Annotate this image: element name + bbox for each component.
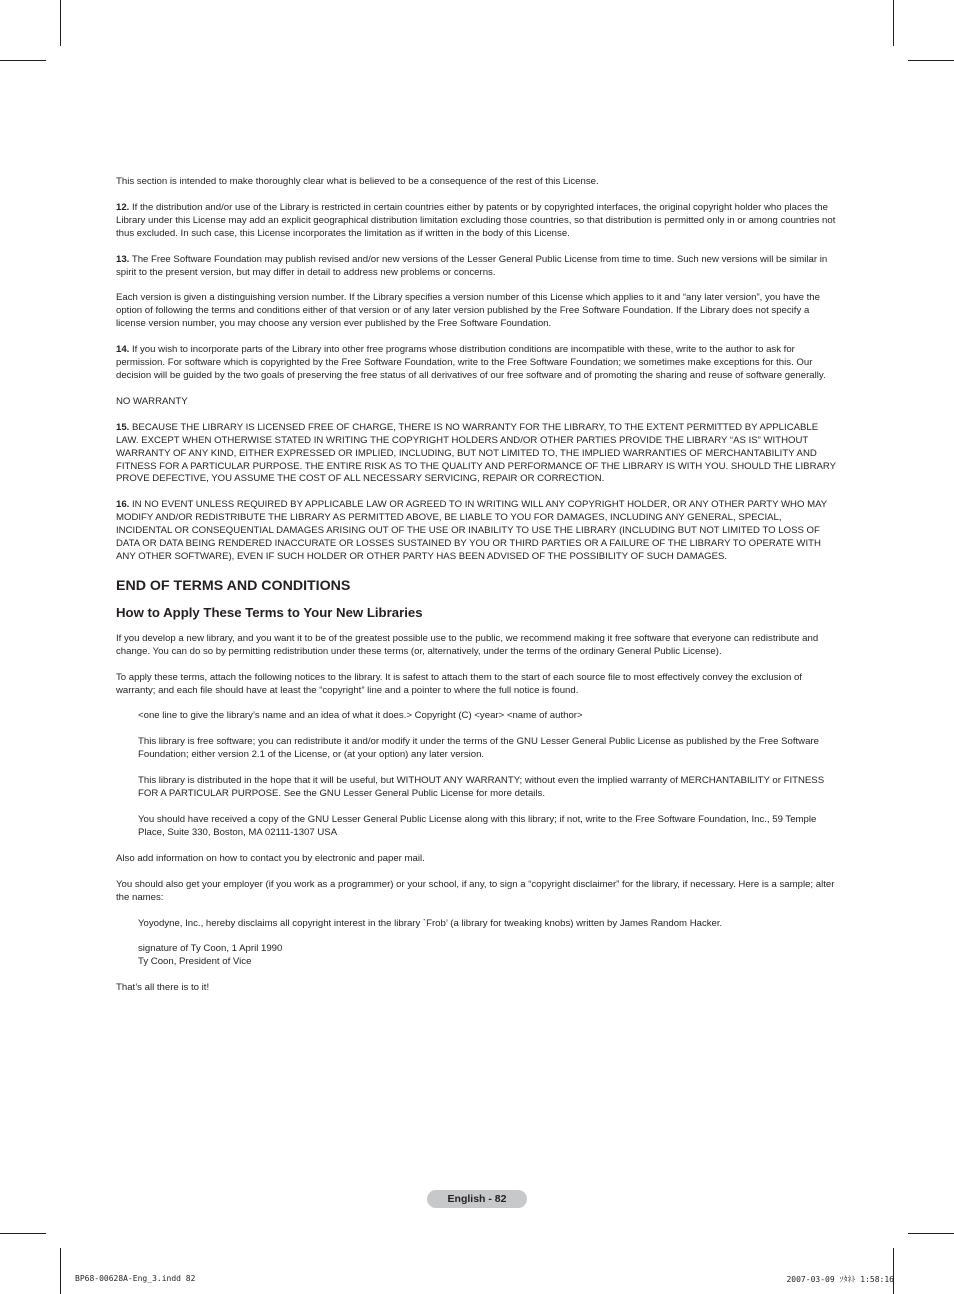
sample-signer: Ty Coon, President of Vice: [138, 956, 252, 968]
section-16: [116, 499, 838, 564]
apply-paragraph-1: If you develop a new library, and you want it to be of the greatest possible use to the public, we recommend making it free software that everyone can redistribute and change. You can do so by permitting redistribution under these terms (or, alternatively, under the terms of the ordinary General Public License).: [116, 632, 819, 657]
section-15: [116, 422, 838, 487]
notice-line-4: You should have received a copy of the GNU Lesser General Public License along with this library; if not, write to the Free Software Foundation, Inc., 59 Temple Place, Suite 330, Boston, MA 02111-1307 USA: [138, 814, 817, 838]
how-to-apply-heading: How to Apply These Terms to Your New Libraries: [116, 604, 423, 620]
crop-mark: [60, 1248, 61, 1294]
print-slug-left: BP68-00628A-Eng_3.indd 82: [75, 1274, 196, 1283]
sample-disclaimer: Yoyodyne, Inc., hereby disclaims all copyright interest in the library `Frob’ (a library for tweaking knobs) written by James Random Hacker.: [138, 917, 723, 929]
apply-paragraph-4: You should also get your employer (if you work as a programmer) or your school, if any, to sign a “copyright disclaimer” for the library, if necessary. Here is a sample; alter the names:: [116, 878, 835, 903]
section-text: BECAUSE THE LIBRARY IS LICENSED FREE OF CHARGE, THERE IS NO WARRANTY FOR THE LIBRARY, TO THE EXTENT PERMITTED BY APPLICABLE LAW. EXCEPT WHEN OTHERWISE STATED IN WRITING THE COPYRIGHT HOLDERS AND/OR OTHER PARTIES PROVIDE THE LIBRARY “AS IS” WITHOUT WARRANTY OF ANY KIND, EITHER EXPRESSED OR IMPLIED, INCLUDING, BUT NOT LIMITED TO, THE IMPLIED WARRANTIES OF MERCHANTABILITY AND FITNESS FOR A PARTICULAR PURPOSE. THE ENTIRE RISK AS TO THE QUALITY AND PERFORMANCE OF THE LIBRARY IS WITH YOU. SHOULD THE LIBRARY PROVE DEFECTIVE, YOU ASSUME THE COST OF ALL NECESSARY SERVICING, REPAIR OR CORRECTION.: [116, 421, 836, 485]
section-text: If the distribution and/or use of the Library is restricted in certain countries either by patents or by copyrighted interfaces, the original copyright holder who places the Library under this License may add an explicit geographical distribution limitation excluding those countries, so that distribution is permitted only in or among countries not thus excluded. In such case, this License incorporates the limitation as if written in the body of this License.: [116, 201, 836, 239]
section-number: 12.: [116, 201, 130, 213]
notice-line-2: This library is free software; you can redistribute it and/or modify it under the terms of the GNU Lesser General Public License as published by the Free Software Foundation; either version 2.1 of the License, or (at your option) any later version.: [138, 736, 819, 761]
apply-paragraph-2: To apply these terms, attach the following notices to the library. It is safest to attach them to the start of each source file to most effectively convey the exclusion of warranty; and each file should have at least the “copyright” line and a pointer to where the full notice is found.: [116, 671, 802, 696]
section-12: [116, 202, 838, 241]
intro-paragraph: This section is intended to make thoroughly clear what is believed to be a consequence of the rest of this License.: [116, 176, 599, 187]
crop-mark: [0, 60, 46, 61]
section-number: 15.: [116, 421, 130, 433]
section-text: IN NO EVENT UNLESS REQUIRED BY APPLICABLE LAW OR AGREED TO IN WRITING WILL ANY COPYRIGHT HOLDER, OR ANY OTHER PARTY WHO MAY MODIFY AND/OR REDISTRIBUTE THE LIBRARY AS PERMITTED ABOVE, BE LIABLE TO YOU FOR DAMAGES, INCLUDING ANY GENERAL, SPECIAL, INCIDENTAL OR CONSEQUENTIAL DAMAGES ARISING OUT OF THE USE OR INABILITY TO USE THE LIBRARY (INCLUDING BUT NOT LIMITED TO LOSS OF DATA OR DATA BEING RENDERED INACCURATE OR LOSSES SUSTAINED BY YOU OR THIRD PARTIES OR A FAILURE OF THE LIBRARY TO OPERATE WITH ANY OTHER SOFTWARE), EVEN IF SUCH HOLDER OR OTHER PARTY HAS BEEN ADVISED OF THE POSSIBILITY OF SUCH DAMAGES.: [116, 499, 828, 562]
page-number-badge: English - 82: [427, 1190, 527, 1208]
notice-line-1: <one line to give the library’s name and an idea of what it does.> Copyright (C) <year> <name of author>: [138, 710, 583, 722]
no-warranty-label: NO WARRANTY: [116, 395, 188, 407]
section-text: The Free Software Foundation may publish revised and/or new versions of the Lesser General Public License from time to time. Such new versions will be similar in spirit to the present version, but may differ in detail to address new problems or concerns.: [116, 253, 828, 278]
section-number: 14.: [116, 344, 130, 356]
crop-mark: [0, 1233, 46, 1234]
crop-mark: [893, 1248, 894, 1294]
print-slug-right: 2007-03-09 ｿﾀﾈﾄ 1:58:16: [786, 1275, 894, 1284]
sample-signature: signature of Ty Coon, 1 April 1990: [138, 943, 283, 955]
end-of-terms-heading: END OF TERMS AND CONDITIONS: [116, 577, 351, 594]
closing-line: That’s all there is to it!: [116, 982, 210, 994]
crop-mark: [908, 60, 954, 61]
crop-mark: [908, 1233, 954, 1234]
license-body: [116, 176, 838, 1008]
crop-mark: [893, 0, 894, 46]
apply-paragraph-3: Also add information on how to contact you by electronic and paper mail.: [116, 852, 425, 864]
section-13: [116, 254, 838, 280]
section-number: 16.: [116, 499, 130, 511]
notice-line-3: This library is distributed in the hope that it will be useful, but WITHOUT ANY WARRANTY; without even the implied warranty of MERCHANTABILITY or FITNESS FOR A PARTICULAR PURPOSE. See the GNU Lesser General Public License for more details.: [138, 775, 825, 800]
crop-mark: [60, 0, 61, 46]
section-text: If you wish to incorporate parts of the Library into other free programs whose distribution conditions are incompatible with these, write to the author to ask for permission. For software which is copyrighted by the Free Software Foundation, write to the Free Software Foundation; we sometimes make exceptions for this. Our decision will be guided by the two goals of preserving the free status of all derivatives of our free software and of promoting the sharing and reuse of software generally.: [116, 344, 826, 381]
section-14: [116, 344, 838, 383]
section-number: 13.: [116, 253, 130, 265]
section-13-versions: Each version is given a distinguishing version number. If the Library specifies a version number of this License which applies to it and “any later version”, you have the option of following the terms and conditions either of that version or of any later version published by the Free Software Foundation. If the Library does not specify a license version number, you may choose any version ever published by the Free Software Foundation.: [116, 292, 820, 330]
